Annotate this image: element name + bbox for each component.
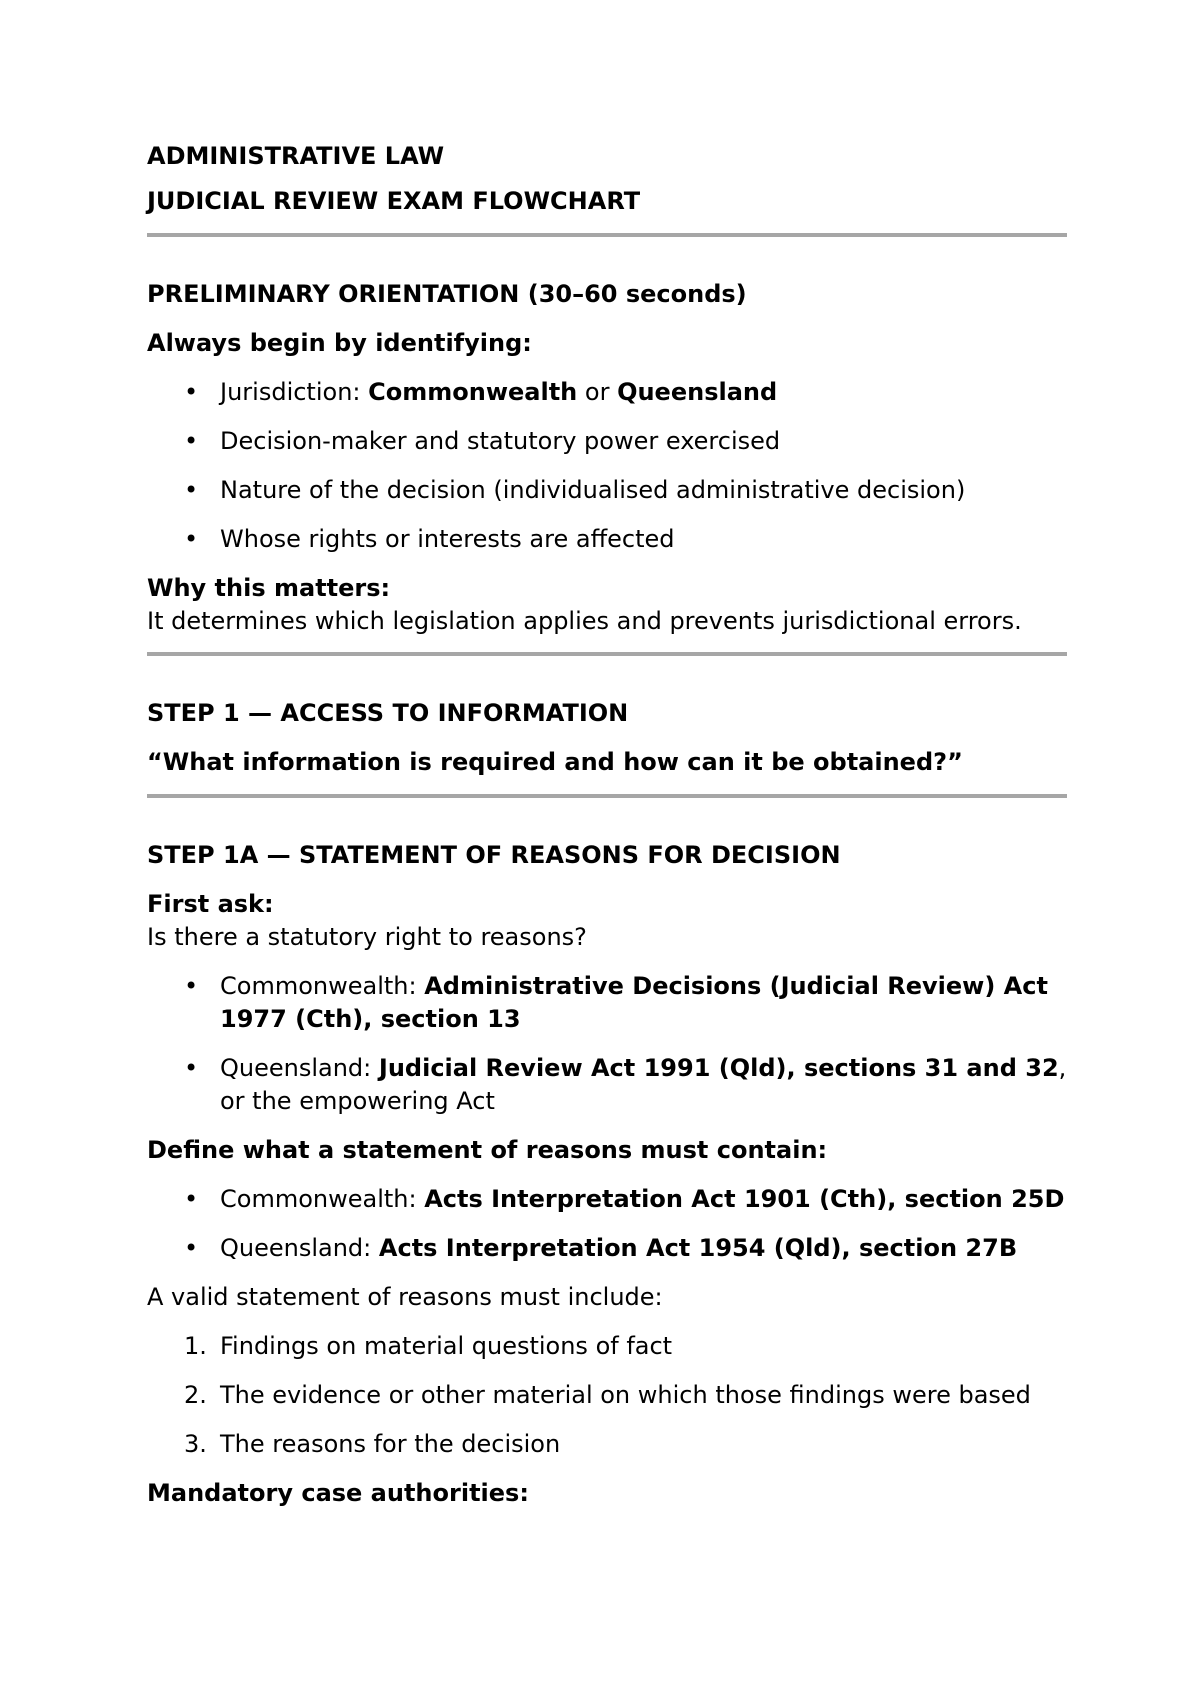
item-prefix: Commonwealth:	[220, 1185, 425, 1213]
item-prefix: Queensland:	[220, 1234, 379, 1262]
list-item-text: Decision-maker and statutory power exercised	[220, 427, 781, 455]
item-prefix: Queensland:	[220, 1054, 379, 1082]
bullet-icon: •	[184, 427, 199, 455]
list-item-text: Findings on material questions of fact	[220, 1332, 673, 1360]
statute-reference: Acts Interpretation Act 1954 (Qld), section 27B	[378, 1234, 1018, 1262]
step1-question: “What information is required and how can it be obtained?”	[147, 748, 963, 776]
item-suffix: , or the empowering Act	[220, 1054, 1067, 1115]
rights-list	[147, 970, 1067, 1118]
valid-items-list	[147, 1330, 1067, 1461]
define-label: Define what a statement of reasons must contain:	[147, 1136, 828, 1164]
document-subtitle: JUDICIAL REVIEW EXAM FLOWCHART	[147, 187, 641, 215]
bullet-icon: •	[184, 525, 199, 553]
step1a-heading: STEP 1A — STATEMENT OF REASONS FOR DECISION	[147, 841, 841, 869]
list-number: 3.	[184, 1430, 207, 1458]
list-number: 2.	[184, 1381, 207, 1409]
item-prefix: Jurisdiction:	[220, 378, 369, 406]
statute-reference: Acts Interpretation Act 1901 (Cth), section 25D	[424, 1185, 1065, 1213]
why-text: It determines which legislation applies and prevents jurisdictional errors.	[147, 607, 1022, 635]
list-item	[147, 1428, 1067, 1461]
bullet-icon: •	[184, 378, 199, 406]
bullet-icon: •	[184, 1234, 199, 1262]
section-divider	[147, 233, 1067, 237]
define-list	[147, 1183, 1067, 1265]
item-mid: or	[577, 378, 618, 406]
jurisdiction-queensland: Queensland	[617, 378, 778, 406]
list-item	[147, 1379, 1067, 1412]
list-item	[147, 376, 1067, 409]
list-item	[147, 425, 1067, 458]
item-prefix: Commonwealth:	[220, 972, 425, 1000]
first-ask-text: Is there a statutory right to reasons?	[147, 923, 587, 951]
list-number: 1.	[184, 1332, 207, 1360]
statute-reference: Administrative Decisions (Judicial Review) Act 1977 (Cth), section 13	[220, 972, 1048, 1033]
bullet-icon: •	[184, 476, 199, 504]
authorities-label: Mandatory case authorities:	[147, 1479, 529, 1507]
statute-reference: Judicial Review Act 1991 (Qld), sections 31 and 32	[378, 1054, 1059, 1082]
bullet-icon: •	[184, 1185, 199, 1213]
list-item	[147, 1052, 1067, 1118]
jurisdiction-commonwealth: Commonwealth	[368, 378, 578, 406]
list-item	[147, 1330, 1067, 1363]
list-item	[147, 1232, 1067, 1265]
document-title: ADMINISTRATIVE LAW	[147, 142, 445, 170]
list-item-text: Whose rights or interests are affected	[220, 525, 675, 553]
section-divider	[147, 794, 1067, 798]
list-item-text: The evidence or other material on which those findings were based	[220, 1381, 1031, 1409]
list-item	[147, 1183, 1067, 1216]
section-divider	[147, 652, 1067, 656]
document-body	[147, 140, 1067, 1510]
bullet-icon: •	[184, 1054, 199, 1082]
bullet-icon: •	[184, 972, 199, 1000]
list-item	[147, 970, 1067, 1036]
preliminary-list	[147, 376, 1067, 556]
list-item-text: The reasons for the decision	[220, 1430, 561, 1458]
step1-heading: STEP 1 — ACCESS TO INFORMATION	[147, 699, 629, 727]
list-item	[147, 523, 1067, 556]
why-label: Why this matters:	[147, 574, 391, 602]
list-item	[147, 474, 1067, 507]
list-item-text: Nature of the decision (individualised administrative decision)	[220, 476, 966, 504]
valid-intro: A valid statement of reasons must include:	[147, 1283, 663, 1311]
preliminary-intro: Always begin by identifying:	[147, 329, 532, 357]
preliminary-heading: PRELIMINARY ORIENTATION (30–60 seconds)	[147, 280, 747, 308]
first-ask-label: First ask:	[147, 890, 274, 918]
